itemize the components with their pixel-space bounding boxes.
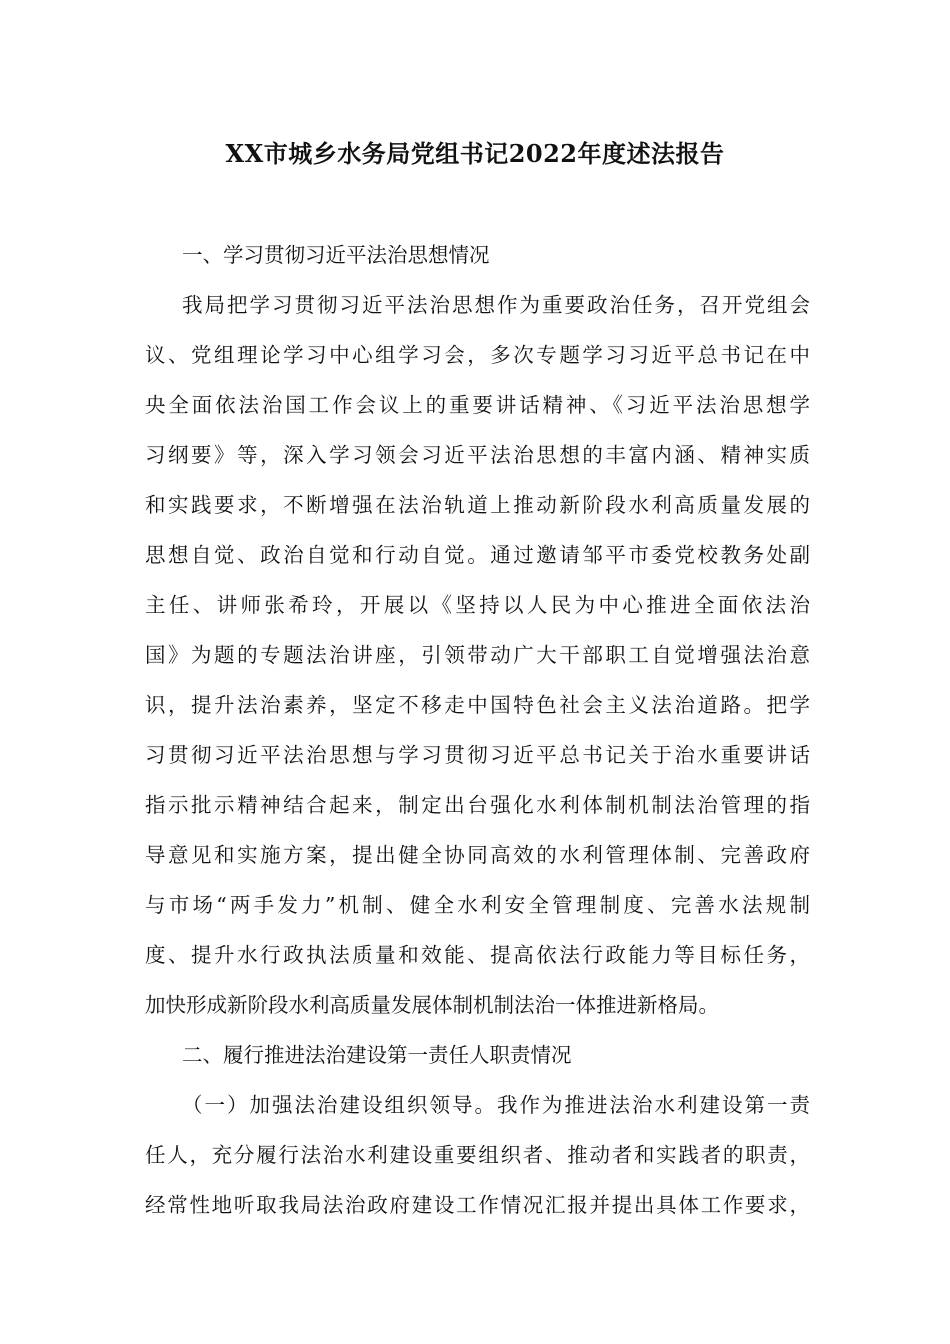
- paragraph-line: 识，提升法治素养，坚定不移走中国特色社会主义法治道路。把学: [145, 693, 810, 717]
- paragraph-line: 我局把学习贯彻习近平法治思想作为重要政治任务，召开党组会: [182, 293, 810, 317]
- paragraph-line: 主任、讲师张希玲，开展以《坚持以人民为中心推进全面依法治: [145, 593, 810, 617]
- paragraph-line: 思想自觉、政治自觉和行动自觉。通过邀请邹平市委党校教务处副: [145, 543, 810, 567]
- paragraph-line: 与市场“两手发力”机制、健全水利安全管理制度、完善水法规制: [145, 893, 810, 917]
- section-heading-1: 一、学习贯彻习近平法治思想情况: [182, 243, 490, 267]
- paragraph-line: 度、提升水行政执法质量和效能、提高依法行政能力等目标任务，: [145, 943, 810, 967]
- paragraph-line: 指示批示精神结合起来，制定出台强化水利体制机制法治管理的指: [145, 793, 810, 817]
- paragraph-line: 习贯彻习近平法治思想与学习贯彻习近平总书记关于治水重要讲话: [145, 743, 810, 767]
- paragraph-line: 任人，充分履行法治水利建设重要组织者、推动者和实践者的职责，: [145, 1143, 810, 1167]
- paragraph-line: 议、党组理论学习中心组学习会，多次专题学习习近平总书记在中: [145, 343, 810, 367]
- paragraph-line: 和实践要求，不断增强在法治轨道上推动新阶段水利高质量发展的: [145, 493, 810, 517]
- paragraph-line: 国》为题的专题法治讲座，引领带动广大干部职工自觉增强法治意: [145, 643, 810, 667]
- paragraph-line: 经常性地听取我局法治政府建设工作情况汇报并提出具体工作要求，: [145, 1193, 810, 1217]
- paragraph-line: （一）加强法治建设组织领导。我作为推进法治水利建设第一责: [182, 1093, 810, 1117]
- paragraph-line: 加快形成新阶段水利高质量发展体制机制法治一体推进新格局。: [145, 993, 719, 1017]
- paragraph-line: 央全面依法治国工作会议上的重要讲话精神、《习近平法治思想学: [145, 393, 810, 417]
- document-title: XX市城乡水务局党组书记2022年度述法报告: [225, 139, 725, 168]
- section-heading-2: 二、履行推进法治建设第一责任人职责情况: [182, 1043, 572, 1067]
- paragraph-line: 习纲要》等，深入学习领会习近平法治思想的丰富内涵、精神实质: [145, 443, 810, 467]
- paragraph-line: 导意见和实施方案，提出健全协同高效的水利管理体制、完善政府: [145, 843, 810, 867]
- document-body: [145, 230, 810, 1230]
